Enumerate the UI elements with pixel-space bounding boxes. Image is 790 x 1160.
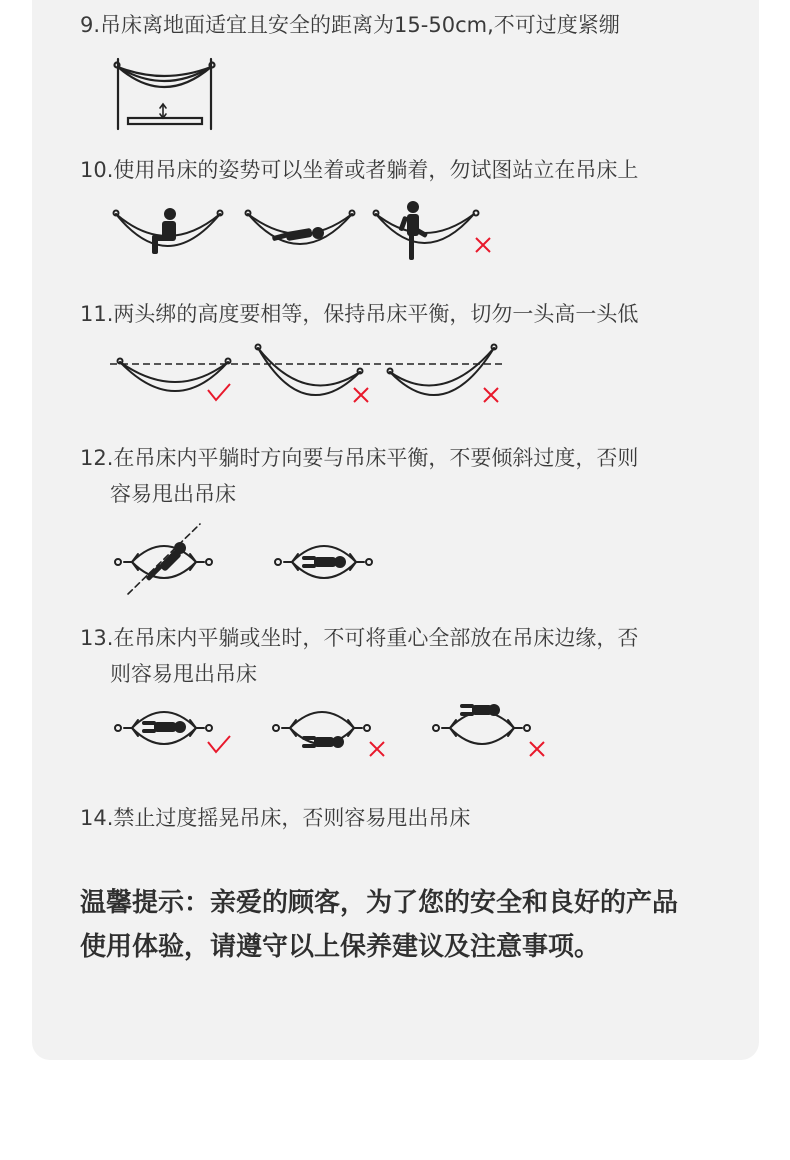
instruction-13 xyxy=(80,620,638,692)
cross-icon xyxy=(370,742,384,756)
warm-tip xyxy=(80,881,740,969)
item-number: 9. xyxy=(80,13,101,37)
checkmark-icon xyxy=(208,736,230,752)
tip-line-2: 使用体验，请遵守以上保养建议及注意事项。 xyxy=(80,932,601,962)
item-text-continued: 则容易甩出吊床 xyxy=(110,662,257,686)
item-number: 13. xyxy=(80,626,114,650)
checkmark-icon xyxy=(208,384,230,400)
item-number: 10. xyxy=(80,158,114,182)
item-number: 14. xyxy=(80,806,114,830)
item-text: 吊床离地面适宜且安全的距离为15-50cm,不可过度紧绷 xyxy=(100,13,620,37)
level-height-illustrations xyxy=(108,342,508,408)
cross-icon xyxy=(530,742,544,756)
instruction-14 xyxy=(80,800,470,836)
instruction-10 xyxy=(80,152,638,188)
posture-illustrations xyxy=(112,200,502,262)
cross-icon xyxy=(354,388,368,402)
cross-icon xyxy=(476,238,490,252)
item-text: 两头绑的高度要相等，保持吊床平衡，切勿一头高一头低 xyxy=(113,302,639,326)
lying-direction-illustrations xyxy=(110,522,380,600)
item-text: 使用吊床的姿势可以坐着或者躺着，勿试图站立在吊床上 xyxy=(113,158,639,182)
standing-hammock-icon xyxy=(374,211,479,244)
center-of-gravity-illustrations xyxy=(110,696,550,764)
lying-hammock-icon xyxy=(246,211,355,245)
cross-icon xyxy=(484,388,498,402)
item-number: 12. xyxy=(80,446,114,470)
instruction-12 xyxy=(80,440,638,512)
hammock-height-illustration xyxy=(112,55,217,133)
item-text-continued: 容易甩出吊床 xyxy=(110,482,236,506)
instruction-9 xyxy=(80,7,620,43)
item-text: 在吊床内平躺时方向要与吊床平衡，不要倾斜过度，否则 xyxy=(113,446,639,470)
instruction-11 xyxy=(80,296,638,332)
tip-line-1: 温馨提示：亲爱的顾客，为了您的安全和良好的产品 xyxy=(80,888,679,918)
item-text: 在吊床内平躺或坐时，不可将重心全部放在吊床边缘，否 xyxy=(113,626,639,650)
item-number: 11. xyxy=(80,302,114,326)
item-text: 禁止过度摇晃吊床，否则容易甩出吊床 xyxy=(113,806,471,830)
